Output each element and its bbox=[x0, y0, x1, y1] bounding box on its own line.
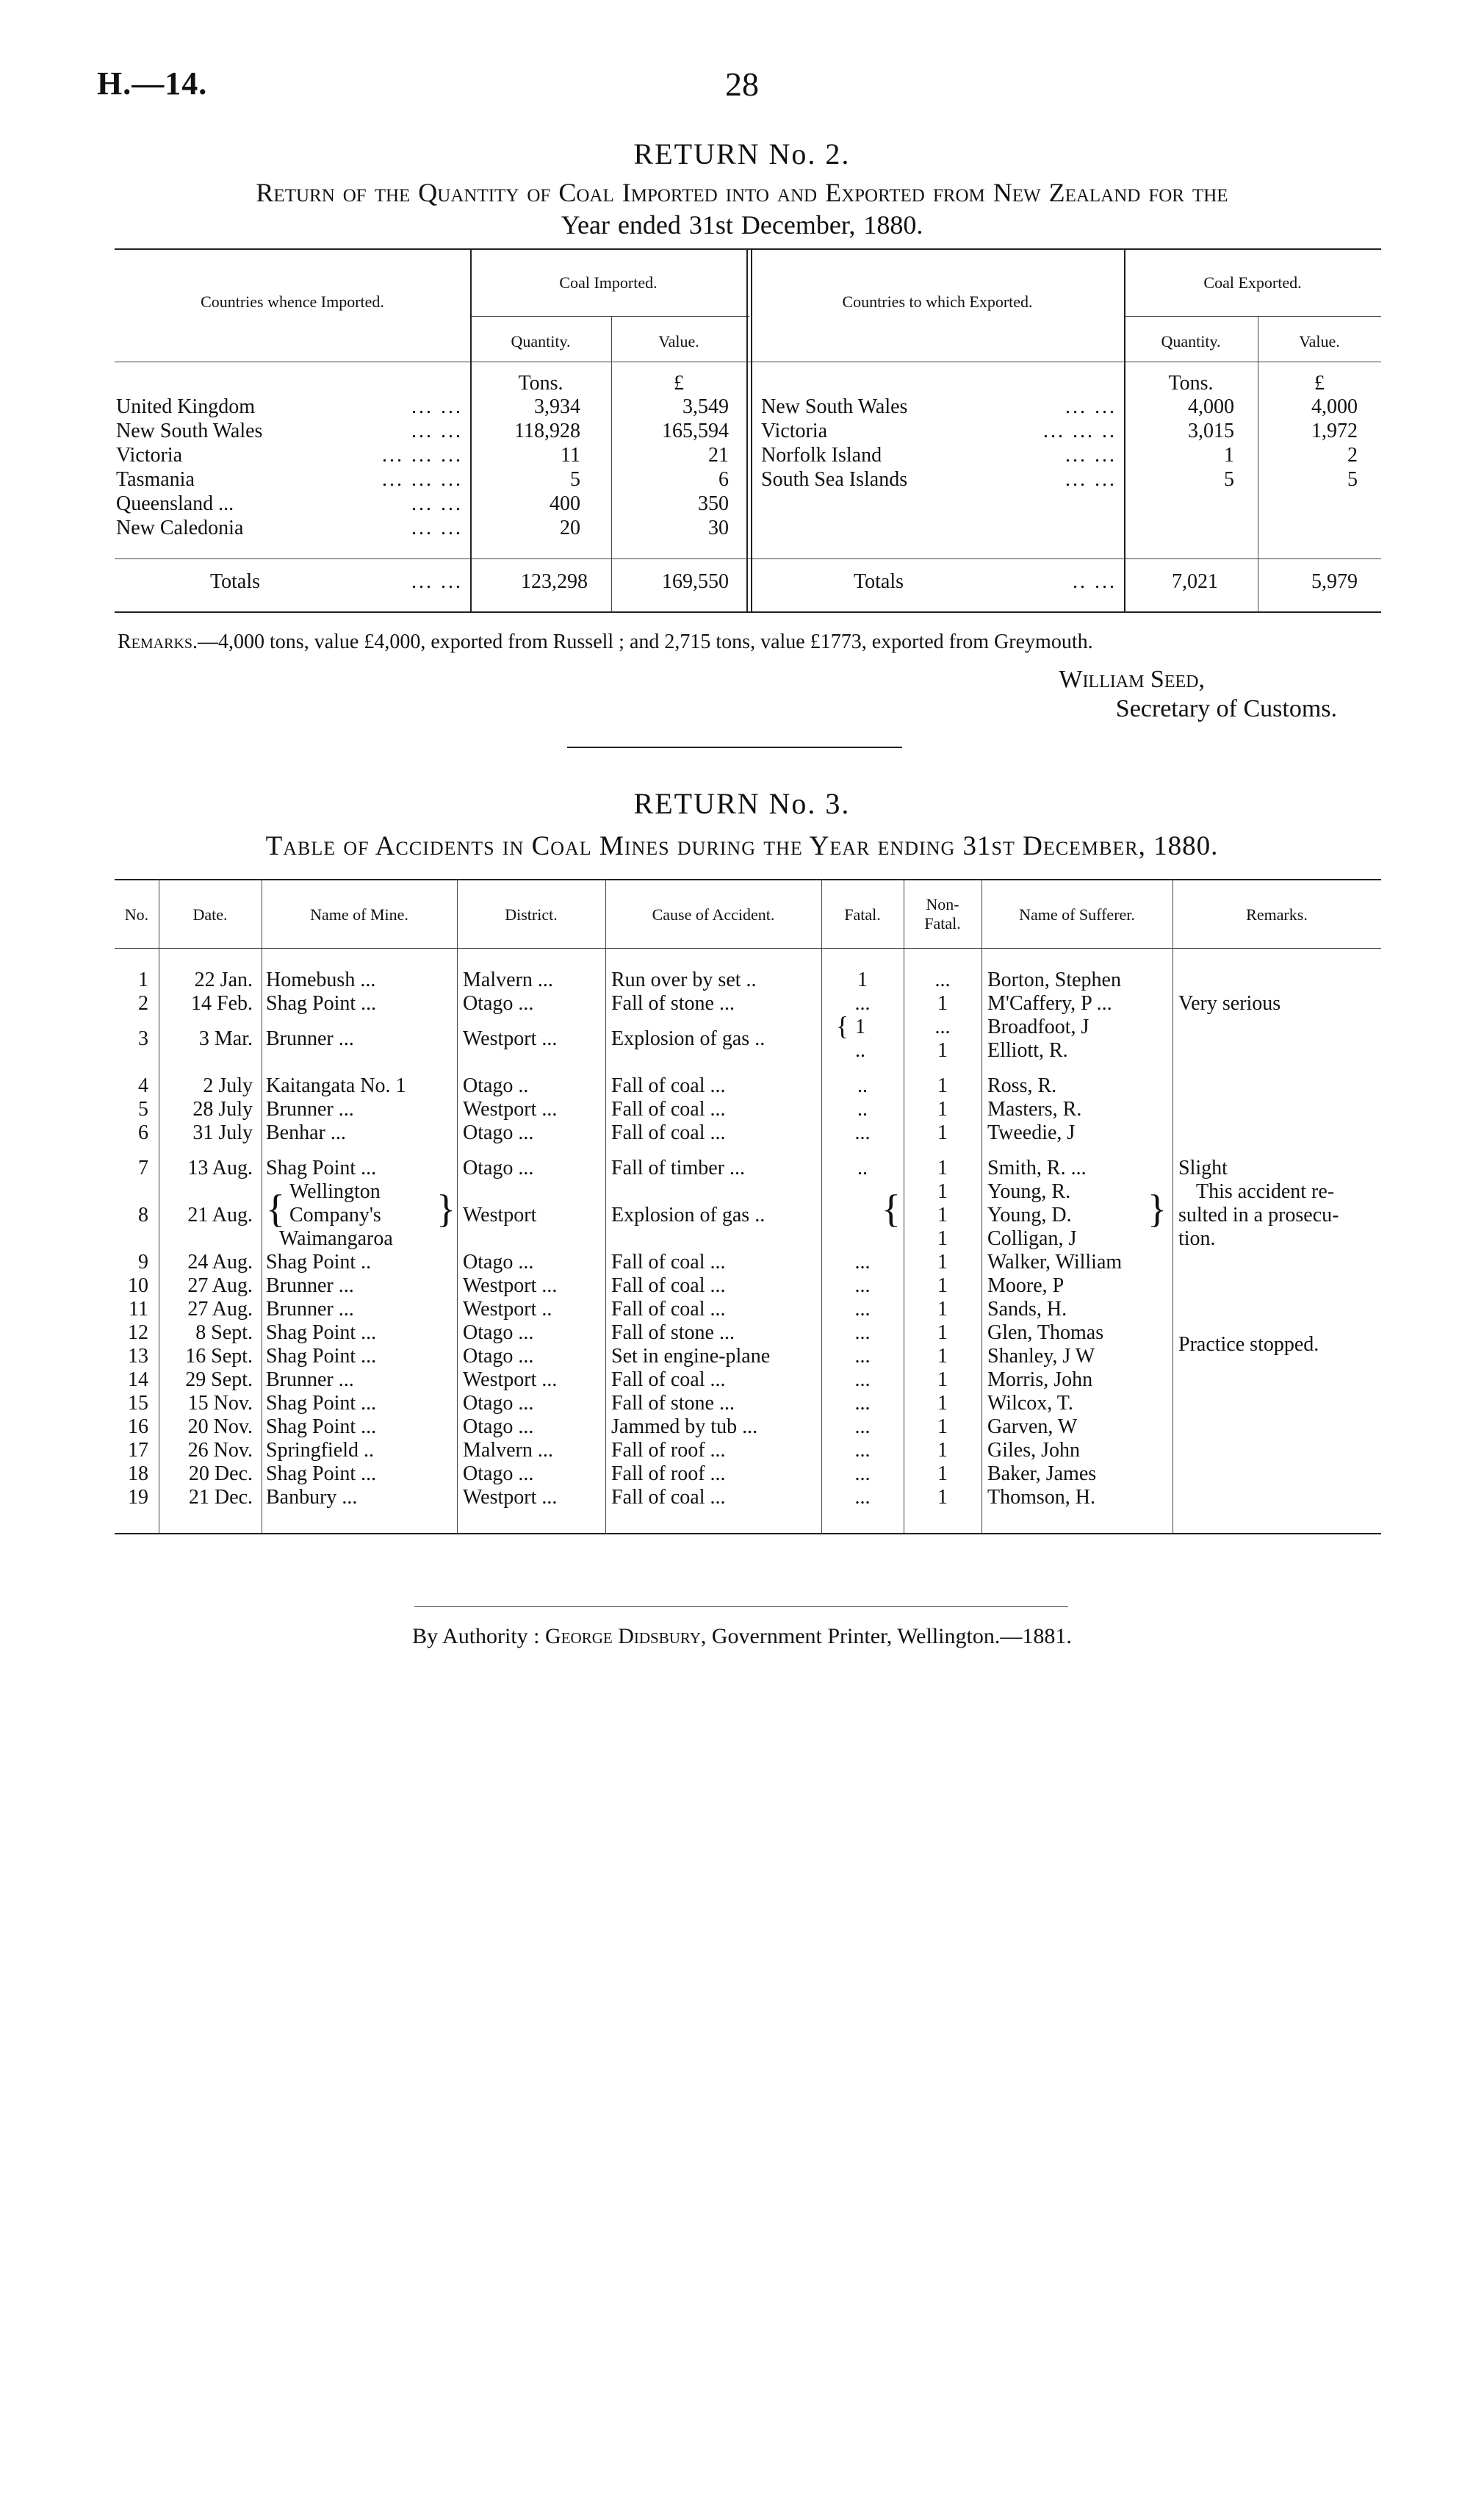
accident-nonfatal: 1 bbox=[937, 1298, 948, 1321]
return2-subtitle-line1: Return of the Quantity of Coal Imported into and Exported from New Zealand for the bbox=[256, 178, 1228, 207]
accident-no: 14 bbox=[128, 1368, 148, 1391]
return3-subtitle: Table of Accidents in Coal Mines during the Year ending 31st December, 1880. bbox=[265, 831, 1219, 861]
accident-cause: Fall of stone ... bbox=[611, 992, 735, 1015]
accident-sufferer: Glen, Thomas bbox=[987, 1321, 1104, 1344]
signature-title: Secretary of Customs. bbox=[1115, 695, 1337, 722]
accident-mine: Shag Point ... bbox=[266, 1345, 377, 1368]
accident-district: Otago ... bbox=[463, 992, 534, 1015]
accident-date: 27 Aug. bbox=[187, 1298, 253, 1321]
accident-fatal: ... bbox=[854, 1321, 871, 1344]
col-exported-value: Value. bbox=[1299, 332, 1340, 351]
accident-nonfatal: 1 bbox=[937, 1157, 948, 1179]
accident-mine: Kaitangata No. 1 bbox=[266, 1074, 406, 1097]
accident-sufferer: Ross, R. bbox=[987, 1074, 1057, 1097]
brace-icon: } bbox=[1148, 1187, 1167, 1231]
accident-sufferer: Baker, James bbox=[987, 1462, 1097, 1485]
brace-icon: { bbox=[836, 1011, 849, 1041]
accident-date: 29 Sept. bbox=[185, 1368, 253, 1391]
return2-heading: RETURN No. 2. bbox=[633, 137, 851, 170]
col-district: District. bbox=[505, 905, 558, 924]
accident-nonfatal: 1 bbox=[937, 1121, 948, 1144]
accident-cause: Fall of coal ... bbox=[611, 1074, 726, 1097]
accident-cause: Fall of coal ... bbox=[611, 1251, 726, 1274]
accident-date: 21 Dec. bbox=[188, 1486, 253, 1509]
accident-fatal: .. bbox=[857, 1098, 868, 1121]
accident-nonfatal: 1 bbox=[937, 1098, 948, 1121]
accident-nonfatal: ... bbox=[934, 969, 951, 991]
accident-fatal: ... bbox=[854, 1415, 871, 1438]
accident-cause: Fall of coal ... bbox=[611, 1486, 726, 1509]
accident-sufferer: Sands, H. bbox=[987, 1298, 1067, 1321]
accident-nonfatal: 1 bbox=[937, 1415, 948, 1438]
accident-mine: Shag Point ... bbox=[266, 992, 377, 1015]
accident-date: 16 Sept. bbox=[185, 1345, 253, 1368]
accident-date: 28 July bbox=[192, 1098, 253, 1121]
accident-mine: Benhar ... bbox=[266, 1121, 346, 1144]
accident-mine: Brunner ... bbox=[266, 1098, 354, 1121]
accident-cause: Fall of coal ... bbox=[611, 1368, 726, 1391]
accident-sufferer: Garven, W bbox=[987, 1415, 1078, 1438]
accident-nonfatal: 1 bbox=[937, 1321, 948, 1344]
col-imported-value: Value. bbox=[658, 332, 699, 351]
imported-qty-units: Tons. bbox=[518, 372, 563, 395]
accident-cause: Fall of coal ... bbox=[611, 1298, 726, 1321]
accident-district: Westport ... bbox=[463, 1368, 558, 1391]
accident-no: 11 bbox=[129, 1298, 148, 1321]
accident-mine: Shag Point ... bbox=[266, 1392, 377, 1415]
accident-nonfatal: 1 bbox=[937, 1345, 948, 1368]
accident-district: Malvern ... bbox=[463, 1439, 553, 1462]
accident-nonfatal: 1 bbox=[937, 1368, 948, 1391]
col-sufferer: Name of Sufferer. bbox=[1019, 905, 1135, 924]
accident-mine: Shag Point ... bbox=[266, 1462, 377, 1485]
col-countries-exported: Countries to which Exported. bbox=[842, 292, 1033, 311]
accident-mine: Brunner ... bbox=[266, 1368, 354, 1391]
imported-value-units: £ bbox=[674, 372, 684, 395]
accident-nonfatal: 1 bbox=[937, 1274, 948, 1297]
accident-sufferer: Walker, William bbox=[987, 1251, 1123, 1274]
accident-district: Otago ... bbox=[463, 1345, 534, 1368]
col-nonfatal: Non- Fatal. bbox=[924, 895, 961, 933]
accident-nonfatal: 1 bbox=[937, 992, 948, 1015]
remark-row-7: Slight bbox=[1178, 1157, 1228, 1179]
accident-cause: Fall of roof ... bbox=[611, 1439, 726, 1462]
col-mine: Name of Mine. bbox=[310, 905, 408, 924]
accident-mine: Shag Point ... bbox=[266, 1157, 377, 1179]
accident-date: 27 Aug. bbox=[187, 1274, 253, 1297]
accident-district: Otago ... bbox=[463, 1251, 534, 1274]
brace-icon: { bbox=[266, 1187, 285, 1231]
exported-value-units: £ bbox=[1314, 372, 1325, 395]
accident-sufferer: Borton, Stephen bbox=[987, 969, 1121, 991]
accident-no: 4 bbox=[138, 1074, 148, 1097]
return3-heading: RETURN No. 3. bbox=[633, 787, 851, 820]
accident-sufferer: M'Caffery, P ... bbox=[987, 992, 1112, 1015]
document-code: H.—14. bbox=[97, 65, 208, 101]
accident-nonfatal: 1 bbox=[937, 1392, 948, 1415]
signature-name: William Seed, bbox=[1059, 666, 1205, 693]
col-coal-exported: Coal Exported. bbox=[1203, 273, 1302, 292]
return2-subtitle-line2: Year ended 31st December, 1880. bbox=[561, 210, 923, 240]
accident-fatal: ... bbox=[854, 1251, 871, 1274]
accident-mine: Shag Point ... bbox=[266, 1415, 377, 1438]
col-countries-imported: Countries whence Imported. bbox=[201, 292, 384, 311]
brace-icon: { bbox=[882, 1187, 901, 1231]
accident-fatal: ... bbox=[854, 1298, 871, 1321]
accident-fatal: ... bbox=[854, 1121, 871, 1144]
accident-no: 9 bbox=[138, 1251, 148, 1274]
accident-no: 2 bbox=[138, 992, 148, 1015]
accident-district: Westport .. bbox=[463, 1298, 552, 1321]
accident-mine: Homebush ... bbox=[266, 969, 376, 991]
accident-sufferer: Tweedie, J bbox=[987, 1121, 1076, 1144]
accident-mine: Shag Point ... bbox=[266, 1321, 377, 1344]
accident-fatal: ... bbox=[854, 992, 871, 1015]
accident-cause: Fall of stone ... bbox=[611, 1321, 735, 1344]
accident-sufferer: Masters, R. bbox=[987, 1098, 1082, 1121]
accident-fatal: ... bbox=[854, 1392, 871, 1415]
col-date: Date. bbox=[192, 905, 228, 924]
accident-fatal: .. bbox=[857, 1157, 868, 1179]
accident-date: 2 July bbox=[203, 1074, 253, 1097]
accident-district: Otago ... bbox=[463, 1415, 534, 1438]
accident-fatal: ... bbox=[854, 1274, 871, 1297]
page-number: 28 bbox=[725, 65, 759, 103]
accident-nonfatal: 1 bbox=[937, 1074, 948, 1097]
accident-mine: Brunner ... bbox=[266, 1274, 354, 1297]
accident-nonfatal: 1 bbox=[937, 1439, 948, 1462]
accident-date: 20 Nov. bbox=[187, 1415, 253, 1438]
accident-cause: Fall of coal ... bbox=[611, 1121, 726, 1144]
accident-cause: Run over by set .. bbox=[611, 969, 757, 991]
accident-fatal: .. bbox=[857, 1074, 868, 1097]
accident-no: 12 bbox=[128, 1321, 148, 1344]
accident-no: 7 bbox=[138, 1157, 148, 1179]
remark-row-8a: This accident re- bbox=[1196, 1180, 1335, 1203]
accident-district: Malvern ... bbox=[463, 969, 553, 991]
remark-row-8b: sulted in a prosecu- bbox=[1178, 1204, 1339, 1226]
remark-row-8c: tion. bbox=[1178, 1227, 1216, 1250]
accident-district: Otago ... bbox=[463, 1392, 534, 1415]
return2-remarks: Remarks.—4,000 tons, value £4,000, exported from Russell ; and 2,715 tons, value £1773, exported from Greymouth. bbox=[118, 631, 1093, 653]
accident-fatal: ... bbox=[854, 1345, 871, 1368]
accident-date: 31 July bbox=[192, 1121, 253, 1144]
accident-no: 13 bbox=[128, 1345, 148, 1368]
accident-cause: Fall of stone ... bbox=[611, 1392, 735, 1415]
accident-mine: Shag Point .. bbox=[266, 1251, 372, 1274]
accident-date: 22 Jan. bbox=[194, 969, 253, 991]
accident-sufferer: Morris, John bbox=[987, 1368, 1093, 1391]
accident-sufferer: Giles, John bbox=[987, 1439, 1080, 1462]
col-fatal: Fatal. bbox=[844, 905, 881, 924]
accident-no: 18 bbox=[128, 1462, 148, 1485]
accident-cause: Fall of coal ... bbox=[611, 1098, 726, 1121]
accident-date: 14 Feb. bbox=[191, 992, 253, 1015]
accident-cause: Fall of roof ... bbox=[611, 1462, 726, 1485]
accident-date: 20 Dec. bbox=[188, 1462, 253, 1485]
accident-cause: Set in engine-plane bbox=[611, 1345, 771, 1368]
accident-district: Westport ... bbox=[463, 1274, 558, 1297]
accident-sufferer: Smith, R. ... bbox=[987, 1157, 1087, 1179]
accident-date: 8 Sept. bbox=[195, 1321, 253, 1344]
col-imported-quantity: Quantity. bbox=[511, 332, 571, 351]
accident-mine: Banbury ... bbox=[266, 1486, 358, 1509]
accident-no: 19 bbox=[128, 1486, 148, 1509]
col-no: No. bbox=[124, 905, 149, 924]
accident-district: Otago ... bbox=[463, 1157, 534, 1179]
accident-sufferer: Wilcox, T. bbox=[987, 1392, 1073, 1415]
accident-district: Westport ... bbox=[463, 1098, 558, 1121]
accident-fatal: ... bbox=[854, 1439, 871, 1462]
accident-fatal: 1 bbox=[857, 969, 868, 991]
accident-nonfatal: 1 bbox=[937, 1486, 948, 1509]
accident-no: 16 bbox=[128, 1415, 148, 1438]
accident-district: Otago .. bbox=[463, 1074, 529, 1097]
accident-cause: Jammed by tub ... bbox=[611, 1415, 758, 1438]
accident-nonfatal: 1 bbox=[937, 1462, 948, 1485]
accident-date: 24 Aug. bbox=[187, 1251, 253, 1274]
col-remarks: Remarks. bbox=[1246, 905, 1308, 924]
accident-district: Westport ... bbox=[463, 1486, 558, 1509]
accident-mine: Springfield .. bbox=[266, 1439, 374, 1462]
accident-sufferer: Shanley, J W bbox=[987, 1345, 1095, 1368]
accident-no: 1 bbox=[138, 969, 148, 991]
remark-row-2: Very serious bbox=[1178, 992, 1281, 1015]
accident-date: 26 Nov. bbox=[187, 1439, 253, 1462]
accident-sufferer: Moore, P bbox=[987, 1274, 1065, 1297]
accident-no: 17 bbox=[128, 1439, 148, 1462]
footer-rule bbox=[414, 1606, 1068, 1607]
section-divider bbox=[567, 747, 902, 748]
col-exported-quantity: Quantity. bbox=[1161, 332, 1221, 351]
accident-district: Otago ... bbox=[463, 1121, 534, 1144]
accident-mine: Brunner ... bbox=[266, 1298, 354, 1321]
accident-no: 6 bbox=[138, 1121, 148, 1144]
col-cause: Cause of Accident. bbox=[652, 905, 775, 924]
accident-fatal: ... bbox=[854, 1486, 871, 1509]
accident-date: 13 Aug. bbox=[187, 1157, 253, 1179]
accident-district: Otago ... bbox=[463, 1462, 534, 1485]
accident-no: 15 bbox=[128, 1392, 148, 1415]
printer-imprint: By Authority : George Didsbury, Government Printer, Wellington.—1881. bbox=[412, 1624, 1072, 1648]
brace-icon: } bbox=[436, 1187, 455, 1231]
accident-nonfatal: 1 bbox=[937, 1251, 948, 1274]
remark-row-13: Practice stopped. bbox=[1178, 1333, 1319, 1356]
accident-fatal: ... bbox=[854, 1462, 871, 1485]
accident-fatal: ... bbox=[854, 1368, 871, 1391]
accident-district: Otago ... bbox=[463, 1321, 534, 1344]
accident-cause: Fall of timber ... bbox=[611, 1157, 745, 1179]
exported-qty-units: Tons. bbox=[1168, 372, 1214, 395]
accident-date: 15 Nov. bbox=[187, 1392, 253, 1415]
accident-no: 10 bbox=[128, 1274, 148, 1297]
accident-sufferer: Thomson, H. bbox=[987, 1486, 1095, 1509]
accident-cause: Fall of coal ... bbox=[611, 1274, 726, 1297]
accident-no: 5 bbox=[138, 1098, 148, 1121]
col-coal-imported: Coal Imported. bbox=[559, 273, 658, 292]
